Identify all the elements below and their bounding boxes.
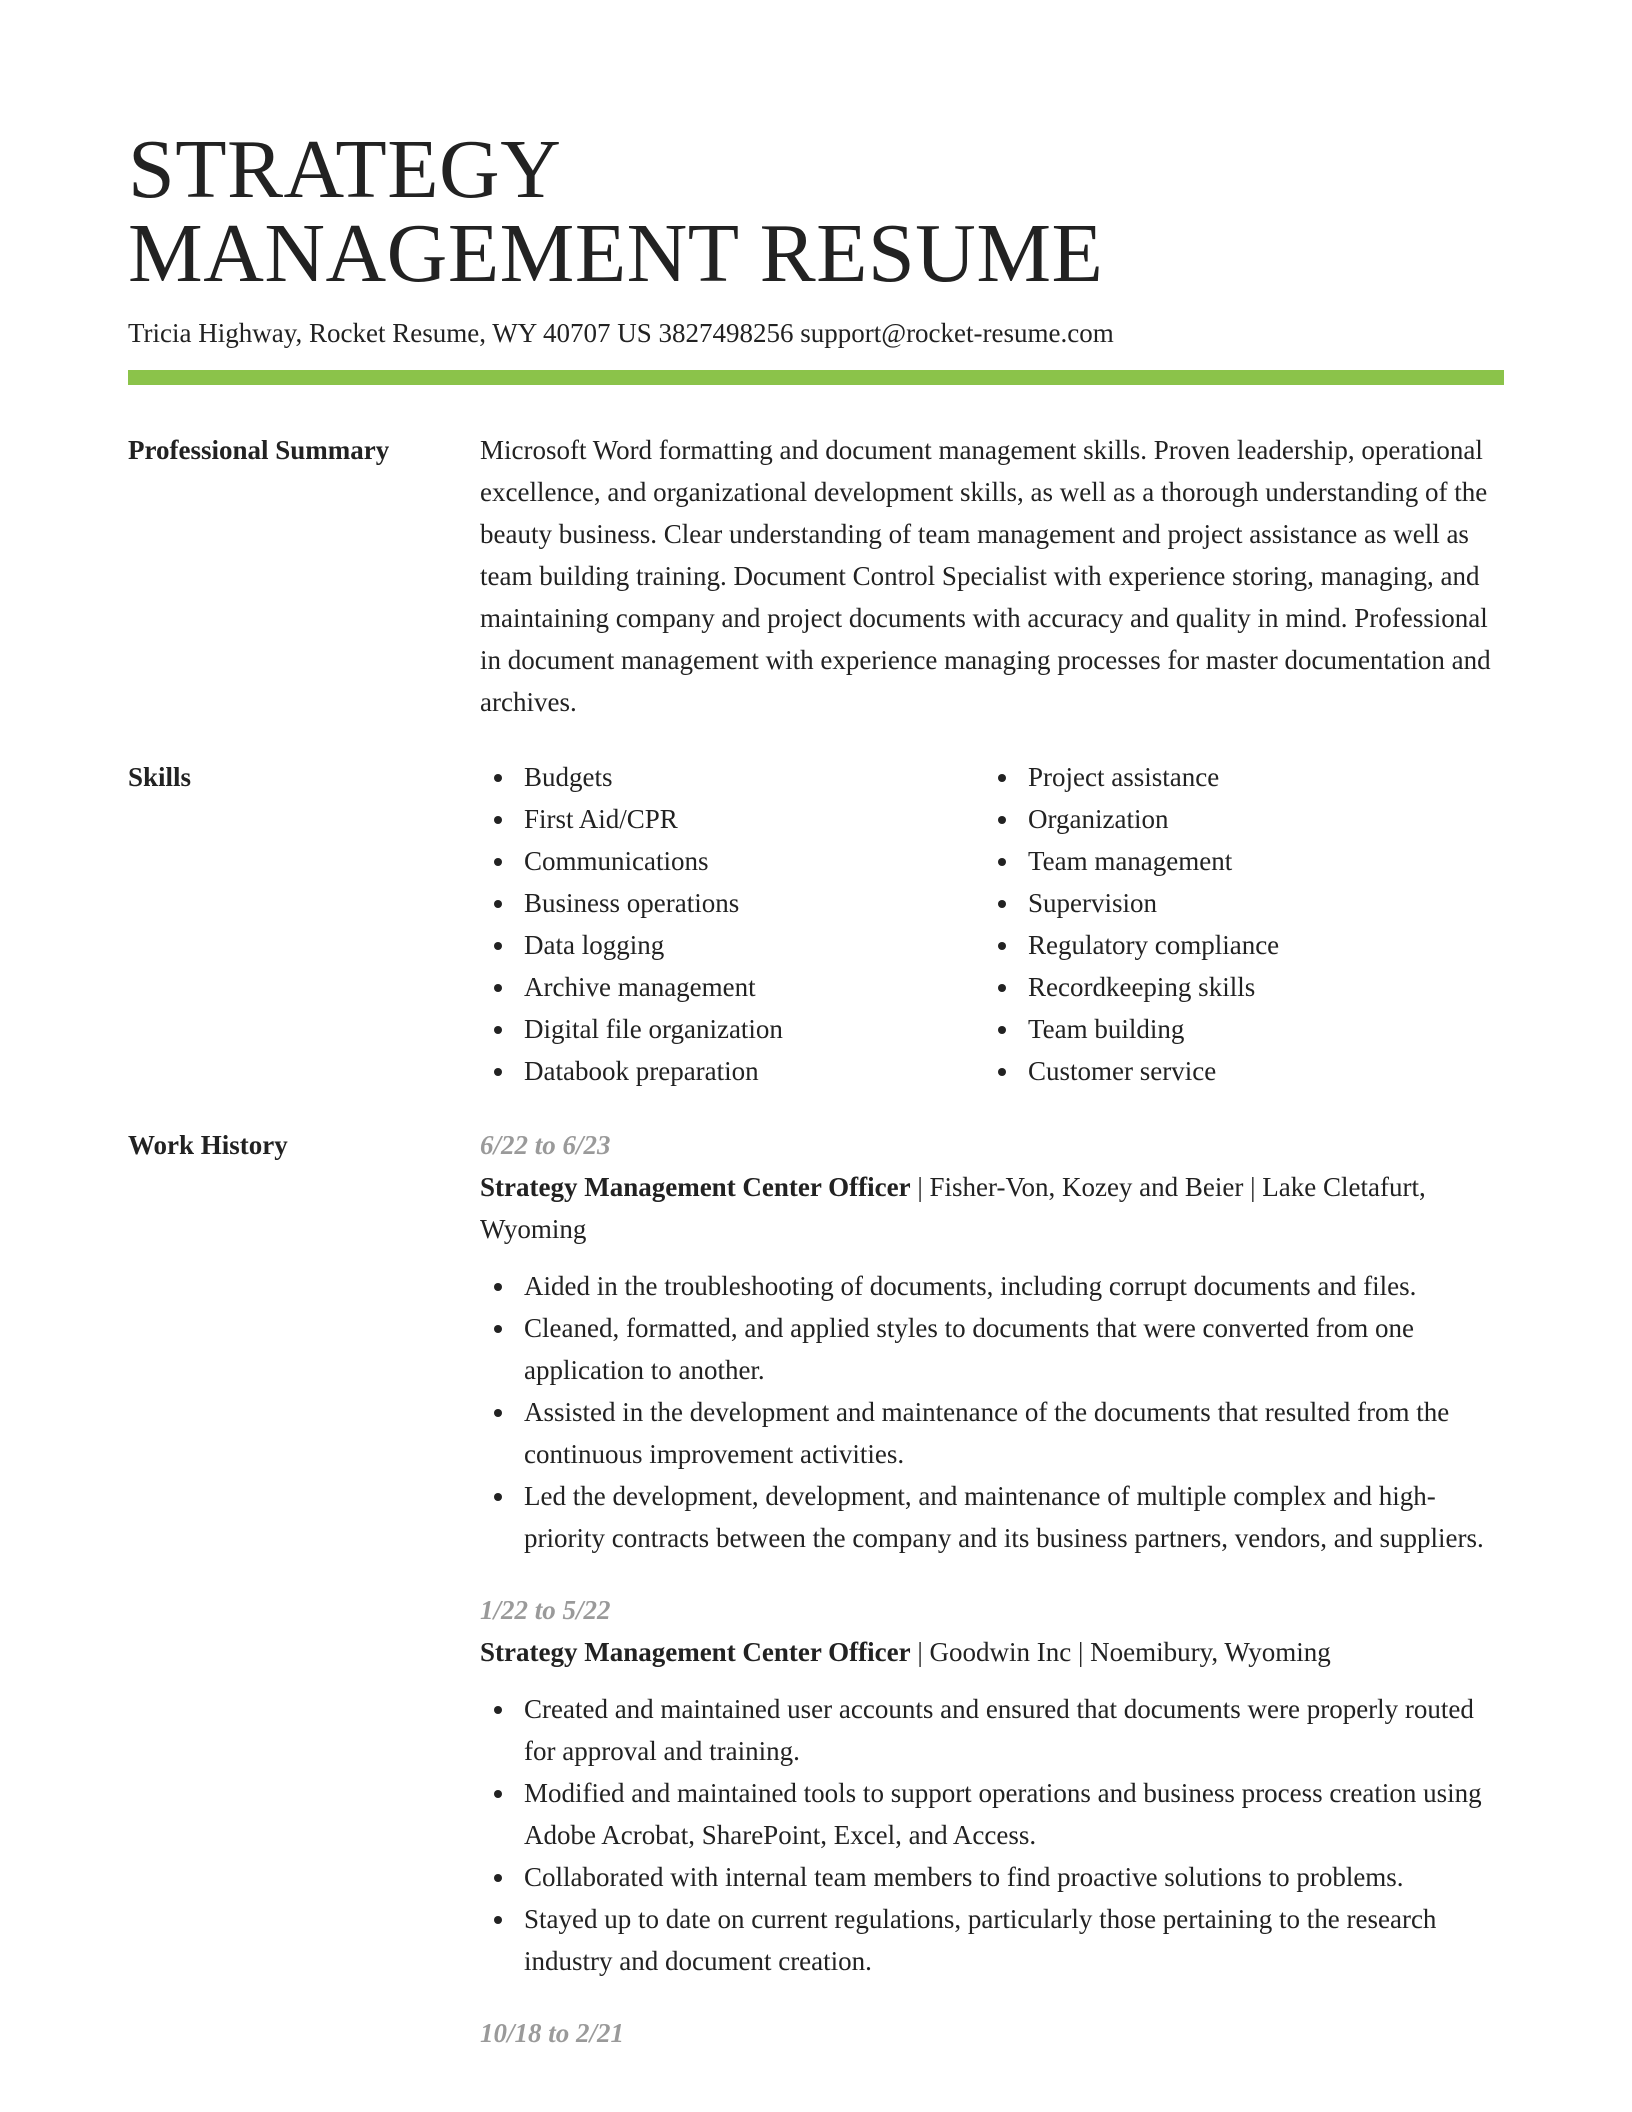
skill-item: Team building [984, 1008, 1488, 1050]
duty-item: Collaborated with internal team members to find proactive solutions to problems. [480, 1856, 1504, 1898]
accent-divider [128, 370, 1504, 385]
work-history-heading: Work History [128, 1130, 288, 1160]
skill-item: Digital file organization [480, 1008, 984, 1050]
skill-item: Supervision [984, 882, 1488, 924]
job-title-line [480, 1631, 1504, 1673]
summary-text: Microsoft Word formatting and document management skills. Proven leadership, operational excellence, and organizational development skills, as well as a thorough understanding of the beauty business. Clear understanding of team management and project assistance as well as team building training. Document Control Specialist with experience storing, managing, and maintaining company and project documents with accuracy and quality in mind. Professional in document management with experience managing processes for master documentation and archives. [480, 435, 1491, 717]
job-entry [480, 2012, 1504, 2054]
duty-item: Cleaned, formatted, and applied styles to documents that were converted from one application to another. [480, 1307, 1504, 1391]
skill-item: Customer service [984, 1050, 1488, 1092]
skills-heading: Skills [128, 762, 192, 792]
skill-item: Budgets [480, 756, 984, 798]
skill-item: Archive management [480, 966, 984, 1008]
skill-item: Team management [984, 840, 1488, 882]
summary-heading: Professional Summary [128, 435, 390, 465]
summary-section [480, 429, 1504, 723]
job-duties [480, 1265, 1504, 1559]
job-duties [480, 1688, 1504, 1982]
title-line-2: MANAGEMENT RESUME [128, 207, 1104, 300]
skill-item: Communications [480, 840, 984, 882]
duty-item: Assisted in the development and maintenance of the documents that resulted from the continuous improvement activities. [480, 1391, 1504, 1475]
skill-item: Organization [984, 798, 1488, 840]
duty-item: Stayed up to date on current regulations, particularly those pertaining to the research industry and document creation. [480, 1898, 1504, 1982]
job-entry [480, 1124, 1504, 1559]
job-dates: 10/18 to 2/21 [480, 2018, 625, 2048]
job-entry [480, 1589, 1504, 1982]
job-details: | Fisher-Von, Kozey and Beier | Lake Cletafurt, Wyoming [480, 1172, 1426, 1244]
skill-item: Recordkeeping skills [984, 966, 1488, 1008]
skills-column-2 [984, 756, 1488, 1092]
work-history-section [480, 1124, 1504, 2084]
duty-item: Led the development, development, and maintenance of multiple complex and high-priority contracts between the company and its business partners, vendors, and suppliers. [480, 1475, 1504, 1559]
skill-item: Regulatory compliance [984, 924, 1488, 966]
duty-item: Created and maintained user accounts and ensured that documents were properly routed for approval and training. [480, 1688, 1504, 1772]
skill-item: First Aid/CPR [480, 798, 984, 840]
skill-item: Databook preparation [480, 1050, 984, 1092]
job-title-line [480, 1166, 1504, 1250]
duty-item: Aided in the troubleshooting of documents, including corrupt documents and files. [480, 1265, 1504, 1307]
skill-item: Business operations [480, 882, 984, 924]
title-line-1: STRATEGY [128, 123, 562, 216]
job-role: Strategy Management Center Officer [480, 1172, 911, 1202]
job-details: | Goodwin Inc | Noemibury, Wyoming [910, 1637, 1331, 1667]
duty-item: Modified and maintained tools to support operations and business process creation using Adobe Acrobat, SharePoint, Excel, and Access. [480, 1772, 1504, 1856]
resume-title [128, 123, 1508, 300]
skill-item: Project assistance [984, 756, 1488, 798]
job-dates: 1/22 to 5/22 [480, 1595, 611, 1625]
contact-line: Tricia Highway, Rocket Resume, WY 40707 US 3827498256 support@rocket-resume.com [128, 318, 1114, 348]
skills-column-1 [480, 756, 984, 1092]
skills-section [480, 756, 1504, 1092]
job-dates: 6/22 to 6/23 [480, 1130, 611, 1160]
job-role: Strategy Management Center Officer [480, 1637, 911, 1667]
skill-item: Data logging [480, 924, 984, 966]
